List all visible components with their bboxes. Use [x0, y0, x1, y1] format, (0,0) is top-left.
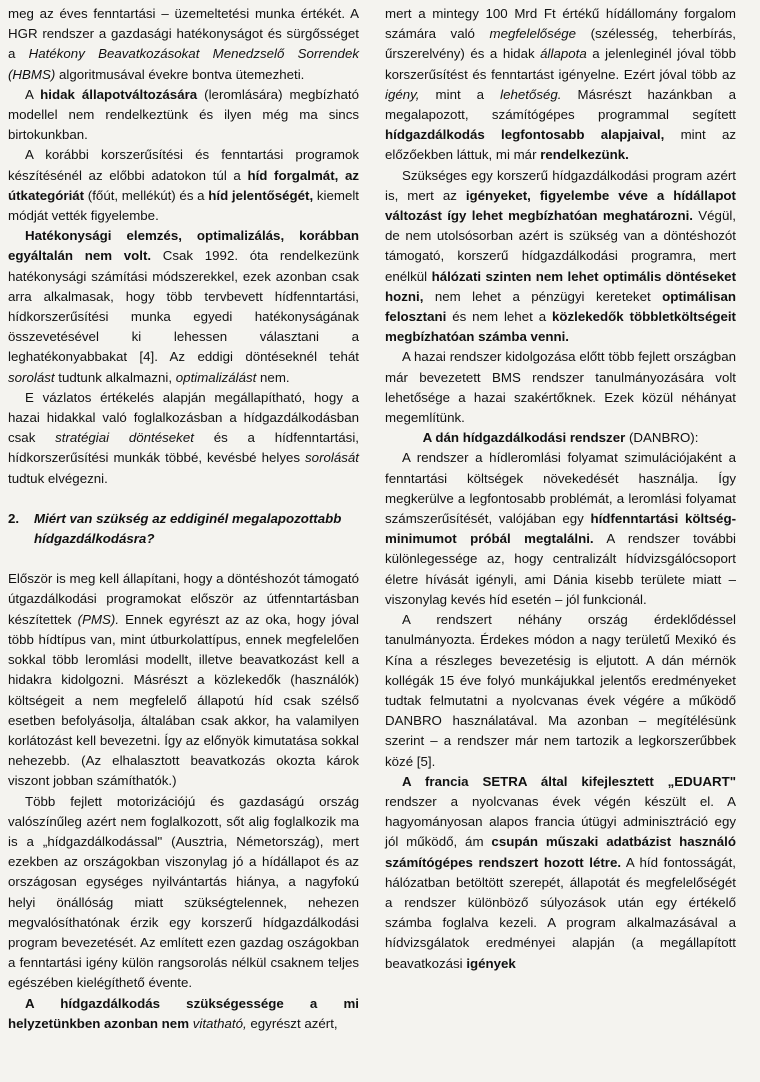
- section-title: Miért van szükség az eddiginél megalapozottabb hídgazdálkodásra?: [34, 510, 342, 547]
- left-column: [8, 4, 359, 1082]
- paragraph: A francia SETRA által kifejlesztett „EDUART" rendszer a nyolcvanas évek végén készült el. A hagyományosan alapos francia útügyi adminisztráció egy jól működő, ám csupán műszaki adatbázist használó számítógépes rendszert hozott létre. A híd fontosságát, hálózatban betöltött szerepét, állapotát és megfelelőségét a rendszer különböző súlyozások után egy értékelő számba foglalva kezeli. A program alkalmazásával a hídvizsgálatok eredményei alapján (a megállapított beavatkozási igények: [385, 773, 737, 971]
- paragraph: Hatékonysági elemzés, optimalizálás, korábban egyáltalán nem volt. Csak 1992. óta rendelkezünk hatékonysági számítási módszerekkel, ezek azonban csak arra alkalmasak, hogy több tervbevett hídfenntartási, hídkorszerűsítési munka egyedi hatékonyságának összevetésével ki lehessen választani a leghatékonyabbakat [4]. Az eddigi döntéseknél tehát sorolást tudtunk alkalmazni, optimalizálást nem.: [8, 228, 359, 385]
- section-number: 2.: [8, 510, 20, 526]
- paragraph: A hídgazdálkodás szükségessége a mi helyzetünkben azonban nem vitatható, egyrészt azért,: [8, 995, 359, 1031]
- paragraph: A hidak állapotváltozására (leromlására) megbízható modellel nem rendelkeztünk és ilyen még ma sincs birtokunkban.: [8, 86, 359, 143]
- paragraph: A rendszer a hídleromlási folyamat szimulációjaként a fenntartási költségek növekedését használja. Így megkerülve a legfontosabb problémát, a leromlási folyamat számszerűsítését, valójában egy hídfenntartási költség-minimumot próbál megtalálni. A rendszer további különlegessége az, hogy centralizált hídvizsgálócsoport életre hívását igényli, ami Dánia kisebb területe miatt – viszonylag kevés híd esetén – jól funkcionál.: [385, 450, 736, 607]
- paragraph: Több fejlett motorizációjú és gazdaságú ország valószínűleg azért nem foglalkozott, sőt alig foglalkozik ma is a „hídgazdálkodással" (Ausztria, Németország), mert ezekben az országokban viszonylag jó a hídállapot és az országosan egységes nyilvántartás hiánya, a nagyfokú helyi önállóság miatt szükségtelennek, nehezen megvalósíthatónak érzik egy korszerű hídgazdálkodási program bevezetését. Az említett ezen gazdag oszágokban a fenntartási igény külön rangsorolás nélkül csaknem teljes egészében kielégíthető évente.: [8, 793, 359, 991]
- paragraph: E vázlatos értékelés alapján megállapítható, hogy a hazai hidakkal való foglalkozásban a hídgazdálkodásban csak stratégiai döntéseket és a hídfenntartási, hídkorszerűsítési munkák többé, kevésbé helyes sorolását tudtuk elvégezni.: [8, 389, 359, 486]
- section-heading: [8, 509, 359, 549]
- paragraph: A rendszert néhány ország érdeklődéssel tanulmányozta. Érdekes módon a nagy területű Mexikó és Kína a részleges bevezetésig is eljutott. A dán mérnök kollégák 15 éve folyó munkájukkal jelentős eredményeket tudtak felmutatni a nyolcvanas évek végére a működő DANBRO használatával. Ma azonban – megítélésünk szerint – a rendszer már nem tartozik a legkorszerűbbek közé [5].: [385, 612, 736, 769]
- paragraph: Szükséges egy korszerű hídgazdálkodási program azért is, mert az igényeket, figyelembe véve a hídállapot változást így lehet megbízhatóan meghatározni. Végül, de nem utolsósorban azért is szükség van a döntéshozót támogató, korszerű hídgazdálkodási programra, mert enélkül hálózati szinten nem lehet optimális döntéseket hozni, nem lehet a pénzügyi kereteket optimálisan felosztani és nem lehet a közlekedők többletköltségeit megbízhatóan számba venni.: [385, 167, 736, 345]
- paragraph: A korábbi korszerűsítési és fenntartási programok készítésénél az előbbi adatokon túl a híd forgalmát, az útkategóriát (főút, mellékút) és a híd jelentőségét, kiemelt módját vették figyelembe.: [8, 147, 359, 224]
- right-column: [385, 4, 736, 1082]
- paragraph: Először is meg kell állapítani, hogy a döntéshozót támogató útgazdálkodási programokat először az útfenntartásban készítettek (PMS). Ennek egyrészt az az oka, hogy jóval több hídtípus van, mint útburkolattípus, ennek megfelelően sokkal több leromlási modellt, illetve beavatkozást kell a hidakra kidolgozni. Másrészt a közlekedők (használók) költségeit a nem megfelelő állapotú híd csak szélső esetben befolyásolja, általában csak akkor, ha valamilyen korlátozást kell bevezetni. Így az előnyök kimutatása sokkal nehezebb. (Az elhalasztott beavatkozás okozta károk viszont jobban számíthatók.): [8, 571, 359, 789]
- subheading: A dán hídgazdálkodási rendszer (DANBRO):: [422, 430, 699, 446]
- paragraph: A hazai rendszer kidolgozása előtt több fejlett országban már bevezetett BMS rendszer tanulmányozására volt lehetősége a hazai szakértőknek. Ezek közül néhányat megemlítünk.: [385, 349, 736, 426]
- paragraph: meg az éves fenntartási – üzemeltetési munka értékét. A HGR rendszer a gazdasági hatékonyságot és sürgősséget a Hatékony Beavatkozásokat Menedzselő Sorrendek (HBMS) algoritmusával évekre bontva ütemezheti.: [8, 6, 359, 82]
- paragraph: mert a mintegy 100 Mrd Ft értékű hídállomány forgalom számára való megfelelősége (szélesség, teherbírás, űrszerelvény) és a hidak állapota a jelenleginél jóval több korszerűsítést és fenntartást igényelne. Ezért jóval több az igény, mint a lehetőség. Másrészt hazánkban a megalapozott, számítógépes programmal segített hídgazdálkodás legfontosabb alapjaival, mint az előzőekben láttuk, mi már rendelkezünk.: [385, 6, 737, 163]
